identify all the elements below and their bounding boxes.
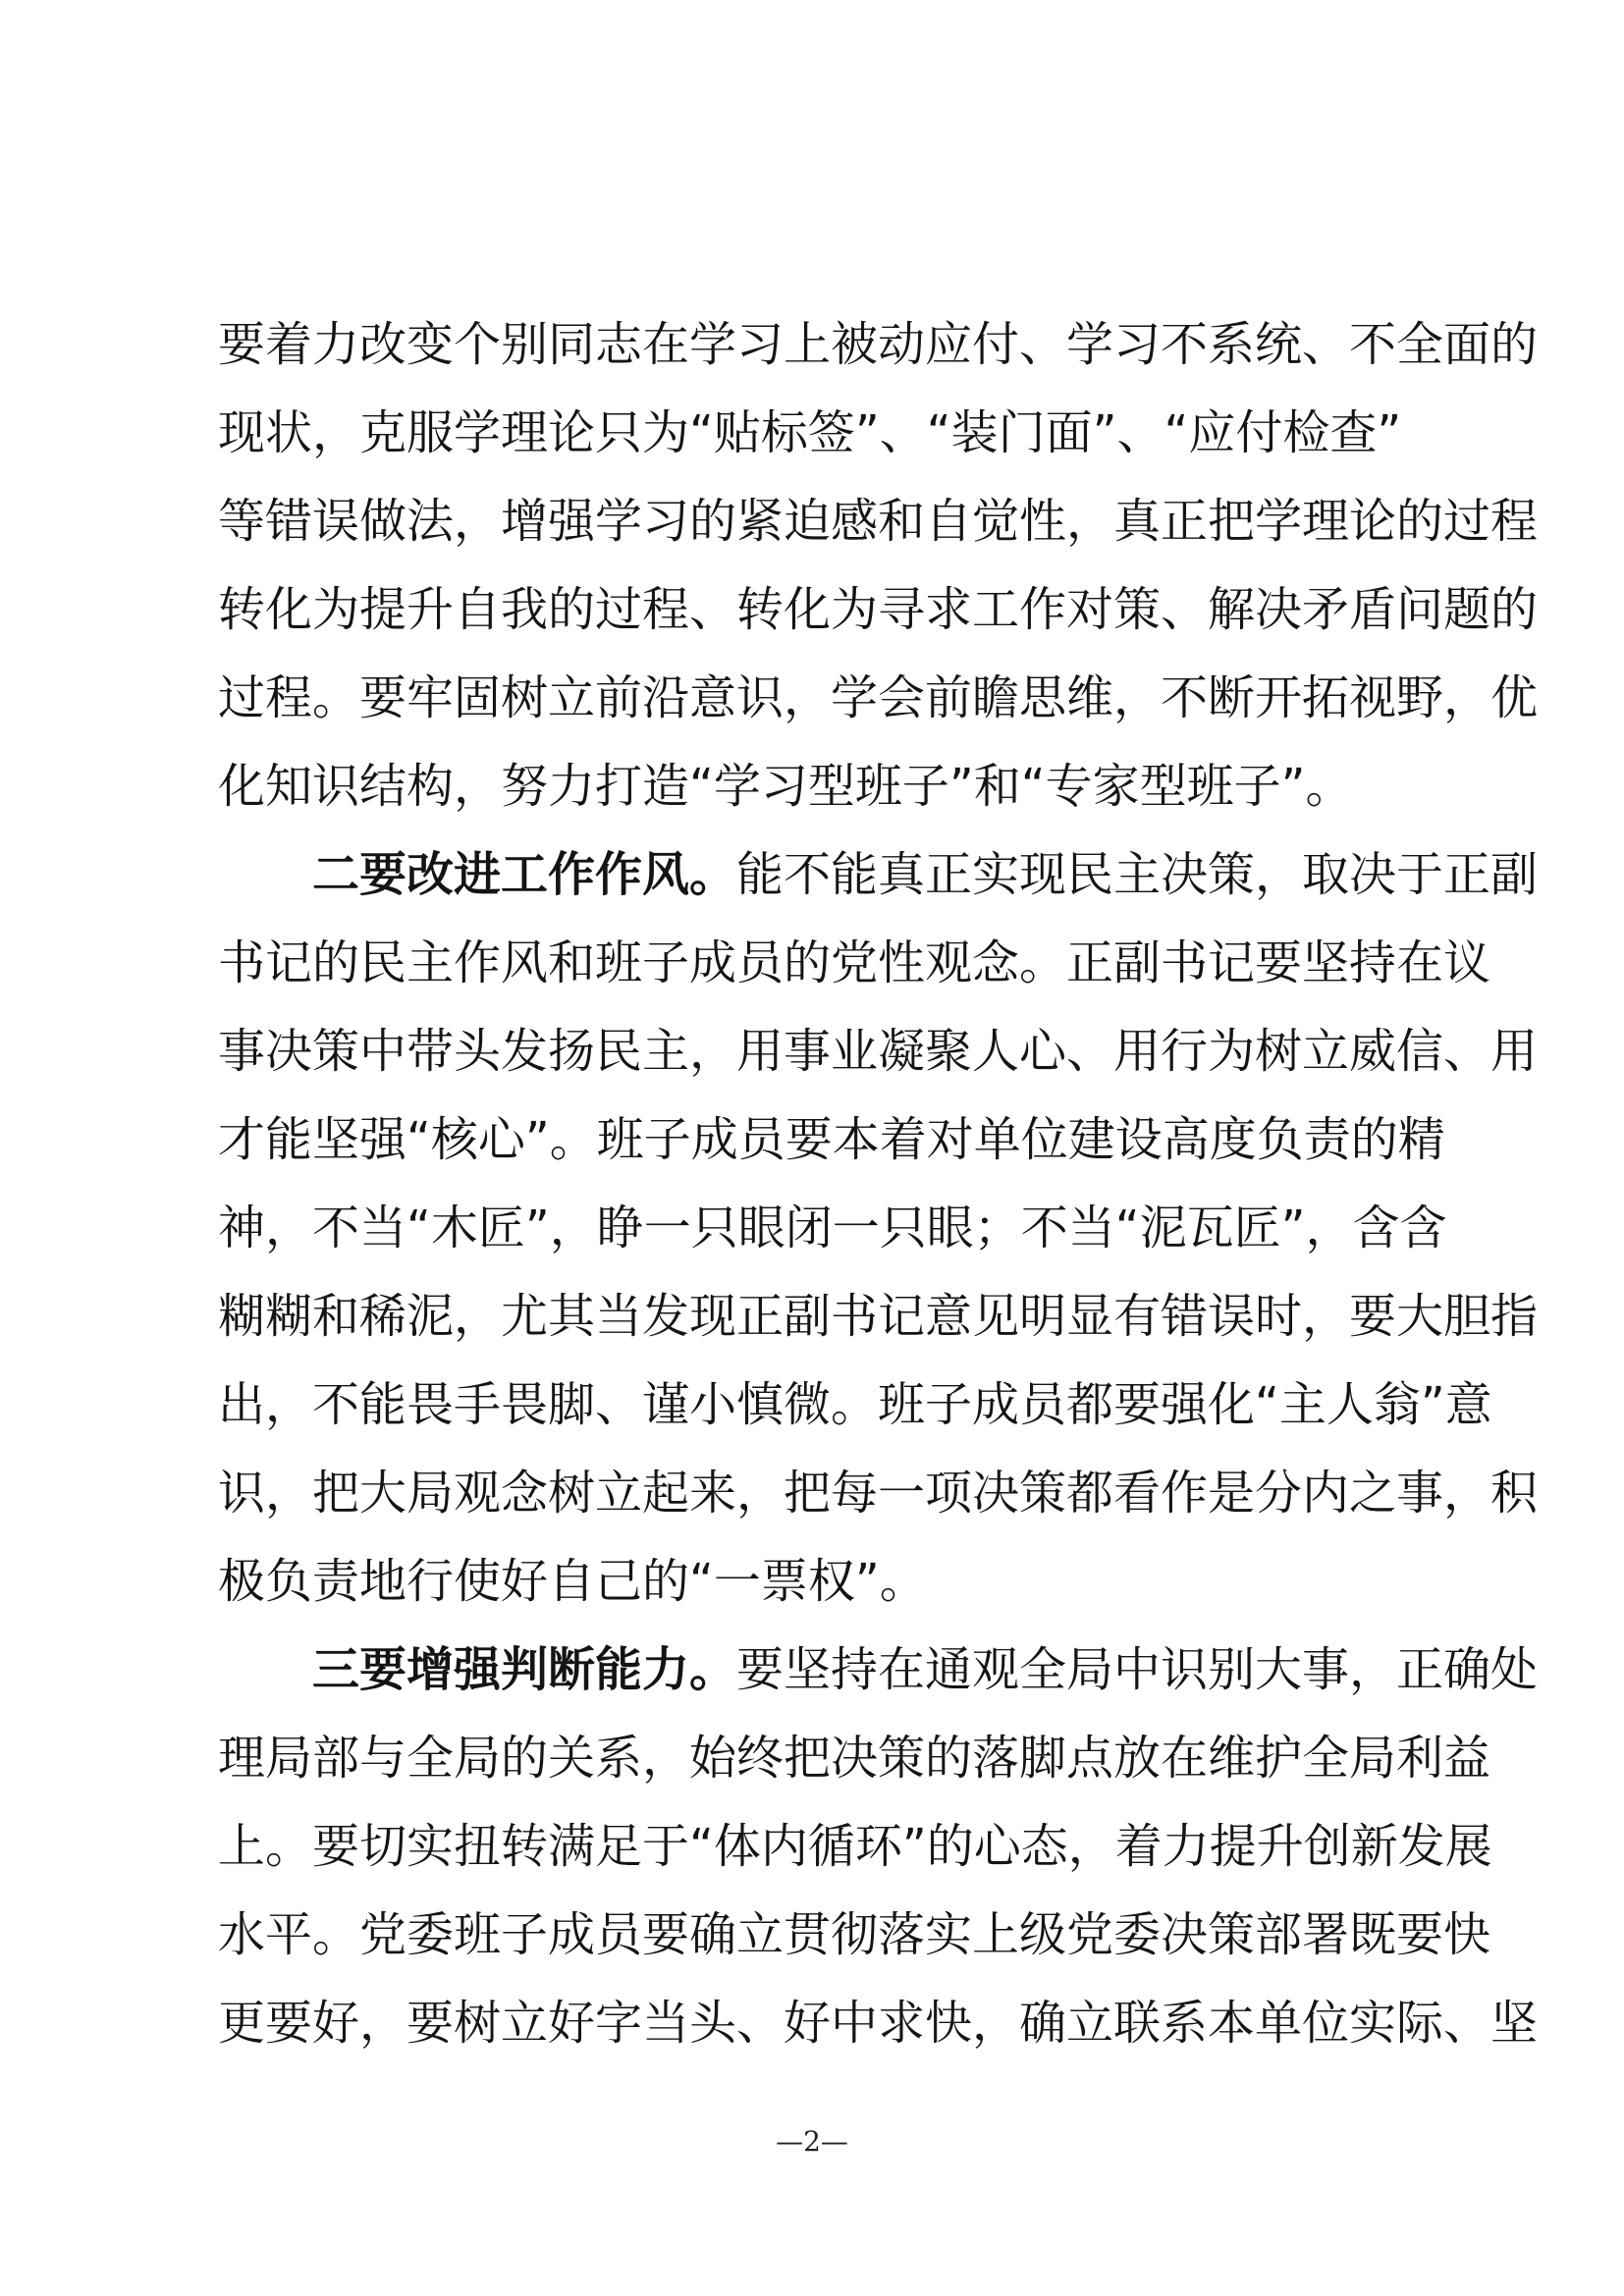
- text-line: 过程。要牢固树立前沿意识，学会前瞻思维，不断开拓视野，优: [218, 670, 1539, 725]
- text-run: 能不能真正实现民主决策，取决于正副: [736, 847, 1539, 902]
- paragraph-2: [218, 830, 1539, 1626]
- text-line: 转化为提升自我的过程、转化为寻求工作对策、解决矛盾问题的: [218, 582, 1539, 637]
- text-line: 极负责地行使好自己的“一票权”。: [218, 1554, 927, 1609]
- text-line: 才能坚强“核心”。班子成员要本着对单位建设高度负责的精: [218, 1112, 1445, 1167]
- paragraph-first-line: [218, 1626, 1539, 1714]
- section-heading: 三要增强判断能力。: [312, 1642, 737, 1697]
- text-line: 书记的民主作风和班子成员的党性观念。正副书记要坚持在议: [218, 935, 1491, 990]
- text-line: 现状，克服学理论只为“贴标签”、“装门面”、“应付检查”: [218, 405, 1402, 460]
- body-text: [218, 300, 1539, 2067]
- text-line: 水平。党委班子成员要确立贯彻落实上级党委决策部署既要快: [218, 1907, 1491, 1962]
- text-line: 化知识结构，努力打造“学习型班子”和“专家型班子”。: [218, 759, 1353, 814]
- page-number: —2—: [776, 2125, 848, 2158]
- paragraph-1: [218, 300, 1539, 830]
- paragraph-first-line: [218, 830, 1539, 919]
- text-line: 更要好，要树立好字当头、好中求快，确立联系本单位实际、坚: [218, 1996, 1539, 2051]
- text-run: 要坚持在通观全局中识别大事，正确处: [736, 1642, 1539, 1697]
- text-line: 上。要切实扭转满足于“体内循环”的心态，着力提升创新发展: [218, 1819, 1492, 1874]
- text-line: 事决策中带头发扬民主，用事业凝聚人心、用行为树立威信、用: [218, 1024, 1539, 1079]
- text-line: 神，不当“木匠”，睁一只眼闭一只眼；不当“泥瓦匠”，含含: [218, 1201, 1447, 1255]
- text-line: 糊糊和稀泥，尤其当发现正副书记意见明显有错误时，要大胆指: [218, 1289, 1539, 1344]
- text-line: 要着力改变个别同志在学习上被动应付、学习不系统、不全面的: [218, 317, 1539, 372]
- section-heading: 二要改进工作作风。: [312, 847, 737, 902]
- text-line: 理局部与全局的关系，始终把决策的落脚点放在维护全局利益: [218, 1731, 1491, 1786]
- text-line: 识，把大局观念树立起来，把每一项决策都看作是分内之事，积: [218, 1466, 1539, 1521]
- text-line: 等错误做法，增强学习的紧迫感和自觉性，真正把学理论的过程: [218, 494, 1539, 549]
- paragraph-3: [218, 1626, 1539, 2067]
- text-line: 出，不能畏手畏脚、谨小慎微。班子成员都要强化“主人翁”意: [218, 1377, 1492, 1432]
